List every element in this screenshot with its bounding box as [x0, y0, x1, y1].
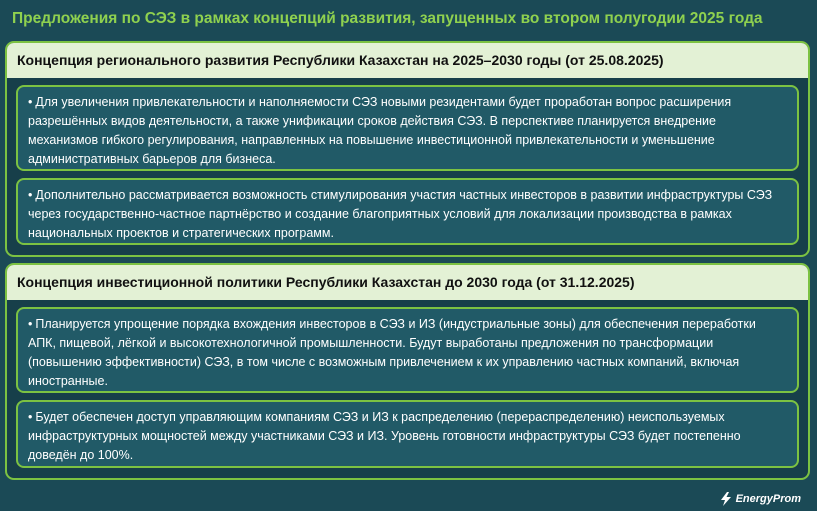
card-item: [16, 178, 799, 245]
card-text: Планируется упрощение порядка вхождения инвесторов в СЭЗ и ИЗ (индустриальные зоны) для обеспечения переработки АПК, пищевой, лёгкой и высокотехнологичной промышленности. Будут выработаны предложения по трансформации (повышению эффективности) СЭЗ, в том числе с возможным привлечением к их управлению частных компаний, включая иностранные.: [28, 317, 756, 388]
bullet-icon: •: [28, 317, 33, 331]
card-item: [16, 307, 799, 393]
bullet-icon: •: [28, 95, 33, 109]
logo-text: EnergyProm: [735, 493, 801, 505]
page-title: Предложения по СЭЗ в рамках концепций развития, запущенных во втором полугодии 2025 года: [12, 10, 763, 27]
card-item: [16, 400, 799, 468]
card-text: Для увеличения привлекательности и наполняемости СЭЗ новыми резидентами будет проработан вопрос расширения разрешённых видов деятельности, а также унификации сроков действия СЭЗ. В перспективе планируется внедрение механизмов гибкого регулирования, направленных на повышение инвестиционной привлекательности и уменьшение административных барьеров для бизнеса.: [28, 95, 732, 166]
section-heading: Концепция регионального развития Республики Казахстан на 2025–2030 годы (от 25.08.2025): [7, 43, 808, 78]
card-text: Дополнительно рассматривается возможность стимулирования участия частных инвесторов в развитии инфраструктуры СЭЗ через государственно-частное партнёрство и создание благоприятных условий для локализации производства в рамках национальных проектов и стратегических программ.: [28, 188, 773, 240]
section-heading: Концепция инвестиционной политики Республики Казахстан до 2030 года (от 31.12.2025): [7, 265, 808, 300]
section-regional-concept: [5, 41, 810, 257]
card-item: [16, 85, 799, 171]
brand-logo: [719, 492, 801, 506]
lightning-bolt-icon: [719, 492, 733, 506]
bullet-icon: •: [28, 188, 33, 202]
card-text: Будет обеспечен доступ управляющим компаниям СЭЗ и ИЗ к распределению (перераспределению) неиспользуемых инфраструктурных мощностей между участниками СЭЗ и ИЗ. Уровень готовности инфраструктуры СЭЗ будет постепенно доведён до 100%.: [28, 410, 741, 462]
bullet-icon: •: [28, 410, 33, 424]
section-investment-concept: [5, 263, 810, 480]
